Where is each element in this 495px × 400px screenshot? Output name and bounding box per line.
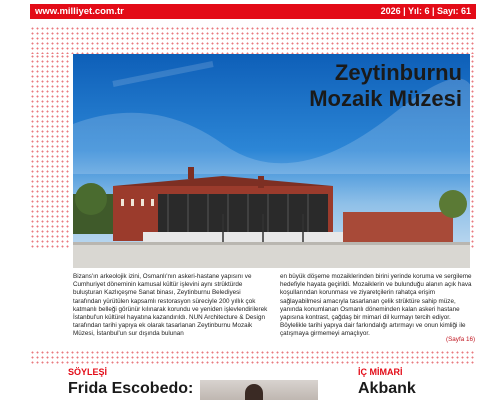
title-line-2: Mozaik Müzesi bbox=[309, 86, 462, 111]
feature-title bbox=[309, 60, 462, 112]
page-reference[interactable]: (Sayfa 16) bbox=[446, 336, 476, 343]
dot-pattern-right bbox=[470, 54, 476, 250]
feature-photo bbox=[73, 54, 470, 268]
teaser-photo bbox=[200, 380, 318, 400]
title-line-1: Zeytinburnu bbox=[334, 60, 462, 85]
article-column-1: Bizans'ın arkeolojik izini, Osmanlı'nın askeri-hastane yapısını ve Cumhuriyet döneminin kamusal kültür işlevini aynı strüktürde buluşturan Kazlıçeşme Sanat binası, Zeytinburnu Belediyesi tarafından yürütülen kapsamlı restorasyon süreciyle 200 yıllık çok katmanlı belleği görünür kılınarak korundu ve yeniden işlevlendirilerek İstanbul'un kültürel hayatına kazandırıldı. NUN Architecture & Design tarafından tarihi yapıya ek olarak tasarlanan Zeytinburnu Mozaik Müzesi, İstanbul'un sur dışında bulunan bbox=[73, 273, 268, 338]
portrait-icon bbox=[245, 384, 263, 400]
section-label-interior: İÇ MİMARİ bbox=[358, 367, 403, 377]
dot-pattern-bottom bbox=[30, 350, 476, 364]
issue-info: 2026 | Yıl: 6 | Sayı: 61 bbox=[380, 6, 471, 16]
header-bar bbox=[30, 4, 476, 19]
teaser-headline-interview[interactable]: Frida Escobedo: bbox=[68, 380, 194, 397]
section-label-interview: SÖYLEŞİ bbox=[68, 367, 108, 377]
dot-pattern-left bbox=[30, 54, 70, 250]
site-url[interactable]: www.milliyet.com.tr bbox=[35, 6, 124, 17]
dot-pattern-top bbox=[30, 26, 476, 54]
teaser-headline-interior[interactable]: Akbank bbox=[358, 380, 416, 397]
article-column-2: en büyük döşeme mozaiklerinden birini yerinde koruma ve sergileme hedefiyle hayata geçirildi. Mozaiklerin ve bulunduğu alanın açık hava koşullarından korunması ve ziyaretçilerin rahatça erişim sağlayabilmesi amacıyla tasarlanan çelik strüktüre sahip müze, yanında konumlanan Osmanlı döneminden kalan askeri hastane yapısına kontrast, çağdaş bir mimari dil kurmayı tercih ediyor. Böylelikle tarihi yapıya dair farkındalığı artırmayı ve onun kimliği ile çatışmaya girmemeyi amaçlıyor. bbox=[280, 273, 472, 338]
